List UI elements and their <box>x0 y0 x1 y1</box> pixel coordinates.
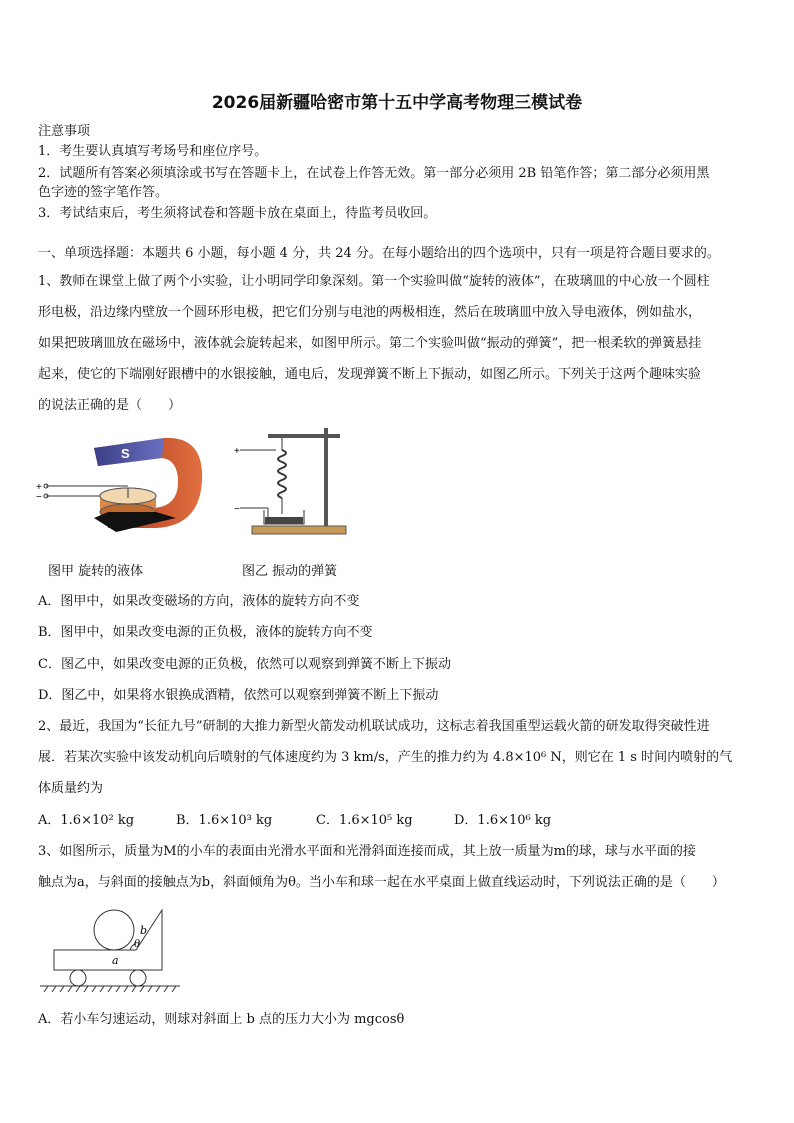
fig-b-minus: − <box>234 504 240 515</box>
section-heading: 一、单项选择题：本题共 6 小题，每小题 4 分，共 24 分。在每小题给出的四个选项中，只有一项是符合题目要求的。 <box>38 246 720 261</box>
figure-cart-ball <box>40 904 180 994</box>
q3-option-a: A．若小车匀速运动，则球对斜面上 b 点的压力大小为 mgcosθ <box>38 1012 405 1027</box>
fig-a-plus: + <box>36 482 42 493</box>
q2-option-a: A．1.6×10² kg <box>38 813 135 828</box>
q2-option-d: D．1.6×10⁶ kg <box>454 813 552 828</box>
fig-label-theta: θ <box>134 939 141 950</box>
q1-line-1: 1、教师在课堂上做了两个小实验，让小明同学印象深刻。第一个实验叫做“旋转的液体”，在玻璃皿的中心放一个圆柱 <box>38 274 710 289</box>
magnet-label: S <box>121 446 130 461</box>
q1-line-3: 如果把玻璃皿放在磁场中，液体就会旋转起来，如图甲所示。第二个实验叫做“振动的弹簧”，把一根柔软的弹簧悬挂 <box>38 336 702 351</box>
figure-rotating-liquid <box>36 428 206 540</box>
q1-line-5: 的说法正确的是（ ） <box>38 398 182 413</box>
fig-b-plus: + <box>234 446 240 457</box>
q1-line-4: 起来，使它的下端刚好跟槽中的水银接触，通电后，发现弹簧不断上下振动，如图乙所示。下列关于这两个趣味实验 <box>38 367 702 382</box>
notice-item-3: 3．考试结束后，考生须将试卷和答题卡放在桌面上，待监考员收回。 <box>38 206 437 221</box>
q1-option-b: B．图甲中，如果改变电源的正负极，液体的旋转方向不变 <box>38 625 373 640</box>
figure-b-caption: 图乙 振动的弹簧 <box>242 564 338 579</box>
figure-vibrating-spring <box>228 424 356 540</box>
q3-line-2: 触点为a，与斜面的接触点为b，斜面倾角为θ。当小车和球一起在水平桌面上做直线运动时，下列说法正确的是（ ） <box>38 875 725 890</box>
q1-option-c: C．图乙中，如果改变电源的正负极，依然可以观察到弹簧不断上下振动 <box>38 657 451 672</box>
fig-a-minus: − <box>36 492 42 503</box>
figure-a-caption: 图甲 旋转的液体 <box>48 564 144 579</box>
notice-heading: 注意事项 <box>38 124 91 139</box>
notice-item-1: 1．考生要认真填写考场号和座位序号。 <box>38 144 268 159</box>
page-title: 2026届新疆哈密市第十五中学高考物理三模试卷 <box>211 93 583 113</box>
fig-label-b: b <box>140 924 148 937</box>
q2-option-c: C．1.6×10⁵ kg <box>316 813 413 828</box>
q2-options <box>38 811 760 831</box>
q2-line-3: 体质量约为 <box>38 781 104 796</box>
notice-item-2: 2．试题所有答案必须填涂或书写在答题卡上，在试卷上作答无效。第一部分必须用 2B 铅笔作答；第二部分必须用黑 <box>38 166 710 181</box>
fig-label-a: a <box>112 954 119 967</box>
q2-option-b: B．1.6×10³ kg <box>176 813 273 828</box>
q1-line-2: 形电极，沿边缘内壁放一个圆环形电极，把它们分别与电池的两极相连，然后在玻璃皿中放入导电液体，例如盐水， <box>38 305 702 320</box>
q2-line-1: 2、最近，我国为“长征九号”研制的大推力新型火箭发动机联试成功，这标志着我国重型运载火箭的研发取得突破性进 <box>38 719 710 734</box>
q2-line-2: 展．若某次实验中该发动机向后喷射的气体速度约为 3 km/s，产生的推力约为 4.8×10⁶ N，则它在 1 s 时间内喷射的气 <box>38 750 733 765</box>
q1-option-d: D．图乙中，如果将水银换成酒精，依然可以观察到弹簧不断上下振动 <box>38 688 439 703</box>
notice-item-2-cont: 色字迹的签字笔作答。 <box>38 185 169 200</box>
q1-option-a: A．图甲中，如果改变磁场的方向，液体的旋转方向不变 <box>38 594 360 609</box>
q3-line-1: 3、如图所示，质量为M的小车的表面由光滑水平面和光滑斜面连接而成，其上放一质量为m的球，球与水平面的接 <box>38 844 696 859</box>
